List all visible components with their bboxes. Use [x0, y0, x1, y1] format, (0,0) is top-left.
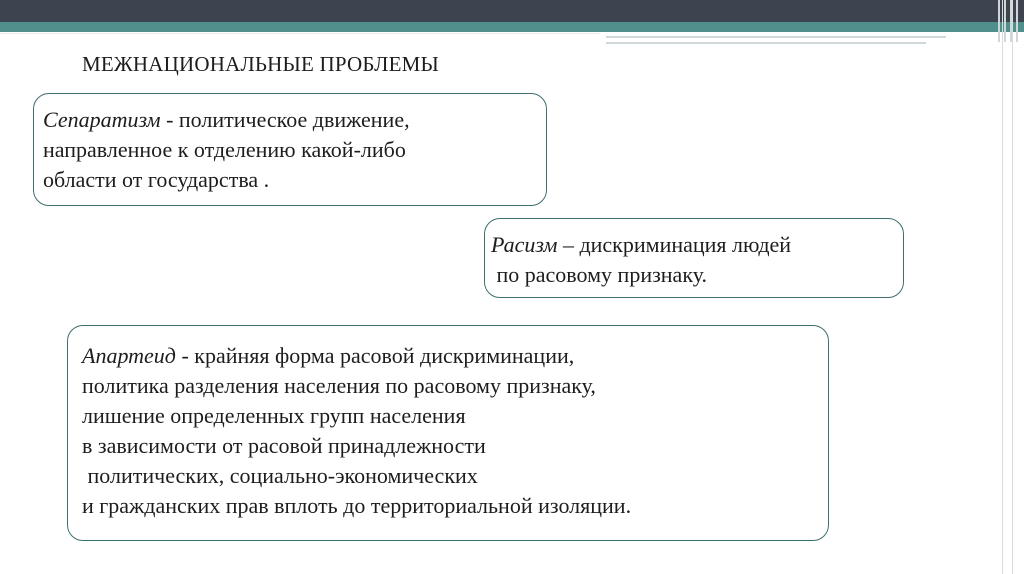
definition-line: политических, социально-экономических [82, 463, 478, 488]
header-teal-band [0, 22, 1024, 32]
header-accent-line [0, 33, 600, 34]
slide-title: МЕЖНАЦИОНАЛЬНЫЕ ПРОБЛЕМЫ [82, 52, 439, 76]
definition-text: - крайняя форма расовой дискриминации, [175, 343, 575, 368]
right-margin-line [1002, 0, 1003, 574]
term-racism: Расизм [491, 232, 558, 257]
definition-line: направленное к отделению какой-либо [43, 137, 406, 162]
header-accent-line [606, 42, 926, 44]
definition-line [43, 105, 546, 135]
definition-line [491, 230, 903, 260]
corner-stripes-decoration [994, 0, 1024, 42]
definition-line [82, 341, 828, 371]
definition-line: политика разделения населения по расовому признаку, [82, 373, 596, 398]
racism-definition-box [484, 218, 904, 298]
definition-line: в зависимости от расовой принадлежности [82, 433, 486, 458]
definition-text: - политическое движение, [160, 107, 410, 132]
definition-line: области от государства . [43, 167, 270, 192]
header-dark-bar [0, 0, 1024, 22]
definition-text: – дискриминация людей [557, 232, 792, 257]
definition-line: по расовому признаку. [491, 262, 707, 287]
header-accent-line [606, 36, 946, 38]
term-separatism: Сепаратизм [43, 107, 161, 132]
definition-line: лишение определенных групп населения [82, 403, 466, 428]
term-apartheid: Апартеид [82, 343, 176, 368]
apartheid-definition-box [67, 325, 829, 541]
right-margin-line [1012, 0, 1013, 574]
separatism-definition-box [33, 93, 547, 206]
definition-line: и гражданских прав вплоть до территориальной изоляции. [82, 493, 632, 518]
